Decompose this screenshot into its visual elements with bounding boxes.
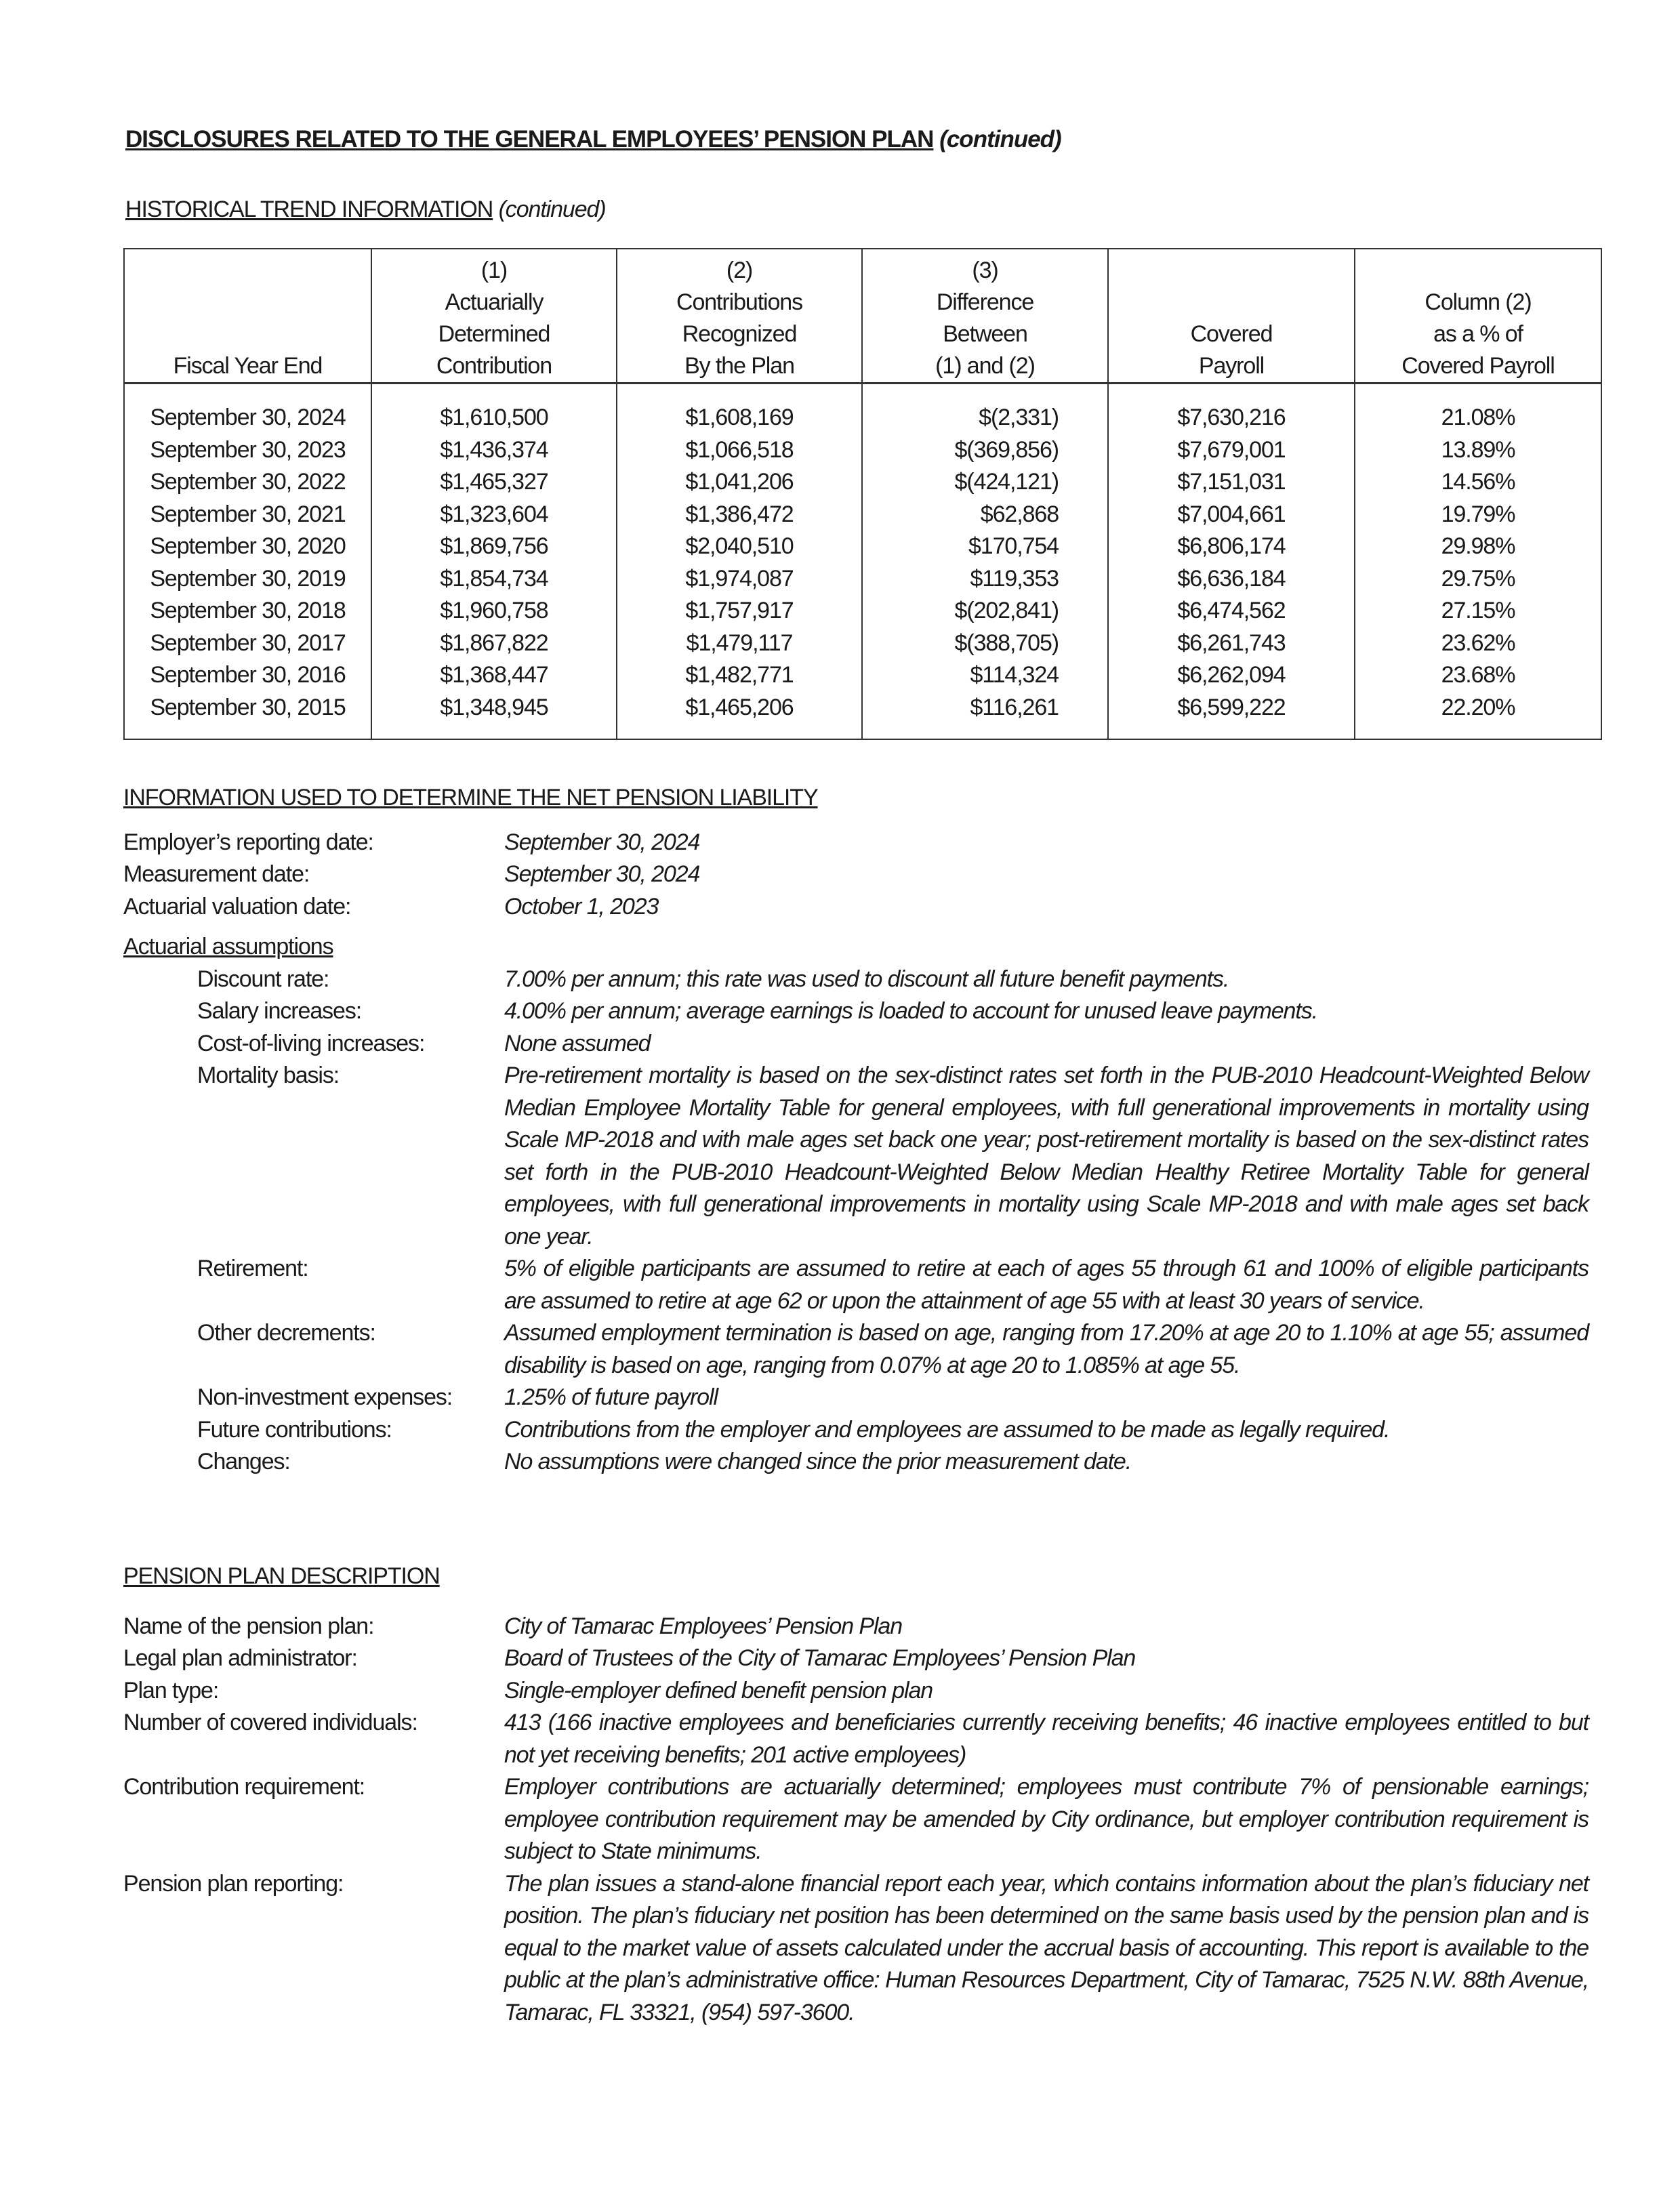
field-value: Pre-retirement mortality is based on the sex-distinct rates set forth in the PUB-2010 Headcount-Weighted Below Median Employee Mortality Table for general employees, with full generational improvements in mortality using Scale MP-2018 and with male ages set back one year; post-retirement mortality is based on the sex-distinct rates set forth in the PUB-2010 Headcount-Weighted Below Median Healthy Retiree Mortality Table for general employees, with full generational improvements in mortality using Scale MP-2018 and with male ages set back one year. (504, 1062, 1589, 1250)
table-cell: September 30, 2021 (124, 499, 371, 531)
header-line: Covered (1190, 321, 1273, 347)
field-value: September 30, 2024 (504, 861, 700, 887)
table-cell: 27.15% (1355, 595, 1601, 627)
label-value-row (123, 827, 1587, 859)
label-value-row (123, 1028, 1587, 1060)
table-cell: $2,040,510 (617, 531, 862, 563)
column-header (1355, 249, 1601, 384)
table-cell: September 30, 2020 (124, 531, 371, 563)
table-cell: $1,348,945 (371, 692, 617, 740)
table-cell: $(388,705) (862, 627, 1108, 660)
table-row (124, 466, 1601, 499)
table-cell: $6,636,184 (1108, 563, 1355, 596)
table-cell: $(369,856) (862, 434, 1108, 467)
table-cell: 19.79% (1355, 499, 1601, 531)
table-cell: $7,679,001 (1108, 434, 1355, 467)
table-row (124, 531, 1601, 563)
table-cell: $1,869,756 (371, 531, 617, 563)
table-cell: $1,960,758 (371, 595, 617, 627)
table-cell: $(424,121) (862, 466, 1108, 499)
field-label: Other decrements: (197, 1320, 375, 1346)
page-title: DISCLOSURES RELATED TO THE GENERAL EMPLOYEES’ PENSION PLAN (continued) (125, 126, 1061, 152)
table-cell: $170,754 (862, 531, 1108, 563)
table-cell: $1,368,447 (371, 659, 617, 692)
field-label: Legal plan administrator: (123, 1645, 357, 1671)
table-row (124, 627, 1601, 660)
table-cell: $1,610,500 (371, 384, 617, 434)
field-label: Non-investment expenses: (197, 1384, 453, 1410)
header-line: Fiscal Year End (173, 353, 323, 379)
table-cell: $1,066,518 (617, 434, 862, 467)
column-header (371, 249, 617, 384)
table-cell: $62,868 (862, 499, 1108, 531)
header-line: (3) (972, 257, 998, 283)
table-cell: September 30, 2016 (124, 659, 371, 692)
table-cell: 23.62% (1355, 627, 1601, 660)
table-row (124, 692, 1601, 740)
label-value-row (123, 1060, 1587, 1253)
column-header (862, 249, 1108, 384)
header-line: Recognized (682, 321, 797, 347)
table-cell: September 30, 2015 (124, 692, 371, 740)
field-value: 4.00% per annum; average earnings is loaded to account for unused leave payments. (504, 998, 1317, 1024)
label-value-row (123, 1707, 1587, 1771)
field-value: Contributions from the employer and employees are assumed to be made as legally required. (504, 1416, 1390, 1443)
table-cell: $1,386,472 (617, 499, 862, 531)
table-cell: $1,479,117 (617, 627, 862, 660)
table-cell: $7,004,661 (1108, 499, 1355, 531)
table-row (124, 384, 1601, 434)
label-value-row (123, 1675, 1587, 1708)
table-cell: September 30, 2024 (124, 384, 371, 434)
table-cell: $(202,841) (862, 595, 1108, 627)
header-line: (1) (480, 257, 508, 283)
table-cell: 29.98% (1355, 531, 1601, 563)
field-value: Employer contributions are actuarially determined; employees must contribute 7% of pensionable earnings; employee contribution requirement may be amended by City ordinance, but employer contribution requirement is subject to State minimums. (504, 1774, 1589, 1864)
table-cell: 14.56% (1355, 466, 1601, 499)
header-line: Contribution (436, 353, 552, 379)
table-cell: $(2,331) (862, 384, 1108, 434)
field-label: Cost-of-living increases: (197, 1030, 425, 1056)
field-value: No assumptions were changed since the prior measurement date. (504, 1449, 1132, 1474)
field-value: 5% of eligible participants are assumed to retire at each of ages 55 through 61 and 100% of eligible participants are assumed to retire at age 62 or upon the attainment of age 55 with at least 30 years of service. (504, 1256, 1589, 1314)
table-cell: $6,806,174 (1108, 531, 1355, 563)
table-cell: $1,854,734 (371, 563, 617, 596)
assumptions-heading: Actuarial assumptions (123, 934, 333, 959)
table-cell: $1,974,087 (617, 563, 862, 596)
label-value-row (123, 1414, 1587, 1447)
table-cell: $119,353 (862, 563, 1108, 596)
table-cell: $1,757,917 (617, 595, 862, 627)
table-cell: $6,474,562 (1108, 595, 1355, 627)
header-line: Payroll (1198, 353, 1265, 379)
table-cell: September 30, 2018 (124, 595, 371, 627)
table-row (124, 499, 1601, 531)
field-value: Board of Trustees of the City of Tamarac Employees’ Pension Plan (504, 1645, 1136, 1671)
historical-heading: HISTORICAL TREND INFORMATION (continued) (125, 197, 606, 222)
table-cell: 21.08% (1355, 384, 1601, 434)
table-cell: 13.89% (1355, 434, 1601, 467)
table-cell: 29.75% (1355, 563, 1601, 596)
table-cell: $1,867,822 (371, 627, 617, 660)
table-cell: $1,323,604 (371, 499, 617, 531)
field-label: Employer’s reporting date: (123, 829, 373, 855)
table-cell: $1,041,206 (617, 466, 862, 499)
label-value-row (123, 1317, 1587, 1382)
label-value-row (123, 891, 1587, 924)
field-label: Mortality basis: (197, 1062, 340, 1088)
table-row (124, 434, 1601, 467)
field-label: Future contributions: (197, 1416, 392, 1443)
label-value-row (123, 1771, 1587, 1868)
field-value: 413 (166 inactive employees and beneficiaries currently receiving benefits; 46 inactive employees entitled to but not yet receiving benefits; 201 active employees) (504, 1710, 1589, 1768)
field-label: Retirement: (197, 1256, 308, 1281)
label-value-row (123, 1868, 1587, 2029)
table-cell: 23.68% (1355, 659, 1601, 692)
field-value: The plan issues a stand-alone financial report each year, which contains information about the plan’s fiduciary net position. The plan’s fiduciary net position has been determined on the same basis used by the pension plan and is equal to the market value of assets calculated under the accrual basis of accounting. This report is available to the public at the plan’s administrative office: Human Resources Department, City of Tamarac, 7525 N.W. 88th Avenue, Tamarac, FL 33321, (954) 597-3600. (504, 1870, 1589, 2025)
table-cell: $114,324 (862, 659, 1108, 692)
table-cell: $1,465,206 (617, 692, 862, 740)
table-cell: $1,465,327 (371, 466, 617, 499)
header-line: Determined (438, 321, 550, 347)
field-value: City of Tamarac Employees’ Pension Plan (504, 1613, 903, 1639)
field-value: 7.00% per annum; this rate was used to discount all future benefit payments. (504, 966, 1229, 992)
field-value: Single-employer defined benefit pension plan (504, 1677, 933, 1704)
label-value-row (123, 995, 1587, 1028)
table-cell: $1,608,169 (617, 384, 862, 434)
field-label: Contribution requirement: (123, 1774, 365, 1800)
table-row (124, 595, 1601, 627)
table-cell: $1,482,771 (617, 659, 862, 692)
table-cell: September 30, 2022 (124, 466, 371, 499)
label-value-row (123, 1382, 1587, 1414)
table-cell: September 30, 2017 (124, 627, 371, 660)
field-label: Discount rate: (197, 966, 329, 992)
label-value-row (123, 1611, 1587, 1643)
header-line: (1) and (2) (935, 353, 1035, 379)
header-line: as a % of (1433, 321, 1523, 347)
header-line: Covered Payroll (1401, 353, 1555, 379)
field-label: Measurement date: (123, 861, 310, 887)
header-line: Contributions (676, 289, 803, 315)
npl-heading: INFORMATION USED TO DETERMINE THE NET PENSION LIABILITY (123, 785, 818, 810)
table-cell: $1,436,374 (371, 434, 617, 467)
label-value-row (123, 1643, 1587, 1675)
table-cell: 22.20% (1355, 692, 1601, 740)
column-header (124, 249, 371, 384)
field-label: Plan type: (123, 1677, 219, 1704)
label-value-row (123, 1253, 1587, 1317)
table-cell: $7,630,216 (1108, 384, 1355, 434)
field-value: October 1, 2023 (504, 893, 659, 920)
plan-heading: PENSION PLAN DESCRIPTION (123, 1563, 440, 1589)
label-value-row (123, 859, 1587, 891)
label-value-row (123, 964, 1587, 996)
label-value-row (123, 1446, 1587, 1479)
field-label: Number of covered individuals: (123, 1710, 417, 1735)
plan-section (123, 1561, 1587, 2029)
table-cell: September 30, 2023 (124, 434, 371, 467)
table-cell: $6,599,222 (1108, 692, 1355, 740)
header-line: Between (943, 321, 1027, 347)
field-label: Salary increases: (197, 998, 362, 1024)
field-label: Changes: (197, 1449, 290, 1474)
header-line: Actuarially (445, 289, 544, 315)
table-cell: $6,261,743 (1108, 627, 1355, 660)
table-cell: $7,151,031 (1108, 466, 1355, 499)
header-line: Difference (936, 289, 1034, 315)
table-cell: September 30, 2019 (124, 563, 371, 596)
field-value: 1.25% of future payroll (504, 1384, 718, 1410)
npl-section (123, 782, 1587, 1479)
field-label: Pension plan reporting: (123, 1870, 344, 1897)
field-value: Assumed employment termination is based on age, ranging from 17.20% at age 20 to 1.10% at age 55; assumed disability is based on age, ranging from 0.07% at age 20 to 1.085% at age 55. (504, 1320, 1589, 1378)
field-label: Actuarial valuation date: (123, 893, 351, 920)
field-value: September 30, 2024 (504, 829, 700, 855)
column-header (617, 249, 862, 384)
table-cell: $116,261 (862, 692, 1108, 740)
header-line: Column (2) (1425, 289, 1532, 315)
field-label: Name of the pension plan: (123, 1613, 374, 1639)
field-value: None assumed (504, 1030, 651, 1056)
header-line: By the Plan (684, 353, 794, 379)
table-row (124, 659, 1601, 692)
header-line: (2) (726, 257, 753, 283)
column-header (1108, 249, 1355, 384)
table-row (124, 563, 1601, 596)
historical-trend-table (123, 248, 1602, 740)
table-cell: $6,262,094 (1108, 659, 1355, 692)
